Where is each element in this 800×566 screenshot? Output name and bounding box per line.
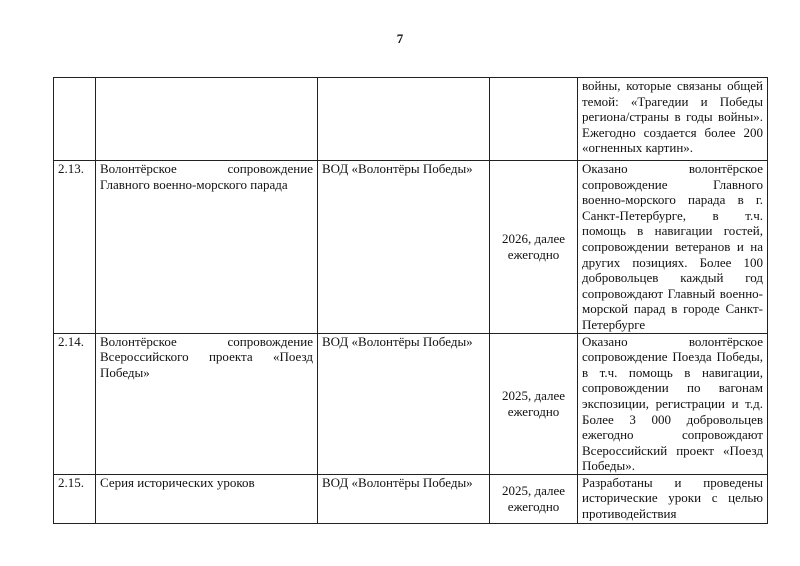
table-row: [54, 474, 768, 523]
measure-name: [96, 78, 318, 161]
row-number: 2.13.: [54, 161, 96, 334]
table-row: [54, 78, 768, 161]
period: 2026, далее ежегодно: [490, 161, 578, 334]
row-number: [54, 78, 96, 161]
measure-name: Серия исторических уроков: [96, 474, 318, 523]
period: 2025, далее ежегодно: [490, 474, 578, 523]
organization: [318, 78, 490, 161]
measures-table: [53, 77, 768, 524]
period: 2025, далее ежегодно: [490, 333, 578, 474]
organization: ВОД «Волонтёры Победы»: [318, 333, 490, 474]
row-number: 2.14.: [54, 333, 96, 474]
result: Оказано волонтёрское сопровождение Главного военно-морского парада в г. Санкт-Петербурге, в т.ч. помощь в навигации гостей, сопровождении ветеранов и на других позициях. Более 100 добровольцев каждый год сопровождают Главный военно-морской парад в городе Санкт-Петербурге: [578, 161, 768, 334]
measure-name: Волонтёрское сопровождение Всероссийского проекта «Поезд Победы»: [96, 333, 318, 474]
page-number: 7: [396, 31, 404, 46]
table-row: [54, 333, 768, 474]
measure-name: Волонтёрское сопровождение Главного военно-морского парада: [96, 161, 318, 334]
table-row: [54, 161, 768, 334]
organization: ВОД «Волонтёры Победы»: [318, 161, 490, 334]
result: Разработаны и проведены исторические уроки с целью противодействия: [578, 474, 768, 523]
result: войны, которые связаны общей темой: «Трагедии и Победы региона/страны в годы войны». Ежегодно создается более 200 «огненных картин».: [578, 78, 768, 161]
row-number: 2.15.: [54, 474, 96, 523]
organization: ВОД «Волонтёры Победы»: [318, 474, 490, 523]
period: [490, 78, 578, 161]
result: Оказано волонтёрское сопровождение Поезда Победы, в т.ч. помощь в навигации, сопровождении по вагонам экспозиции, регистрации и т.д. Более 3 000 добровольцев ежегодно сопровождают Всероссийский проект «Поезд Победы».: [578, 333, 768, 474]
